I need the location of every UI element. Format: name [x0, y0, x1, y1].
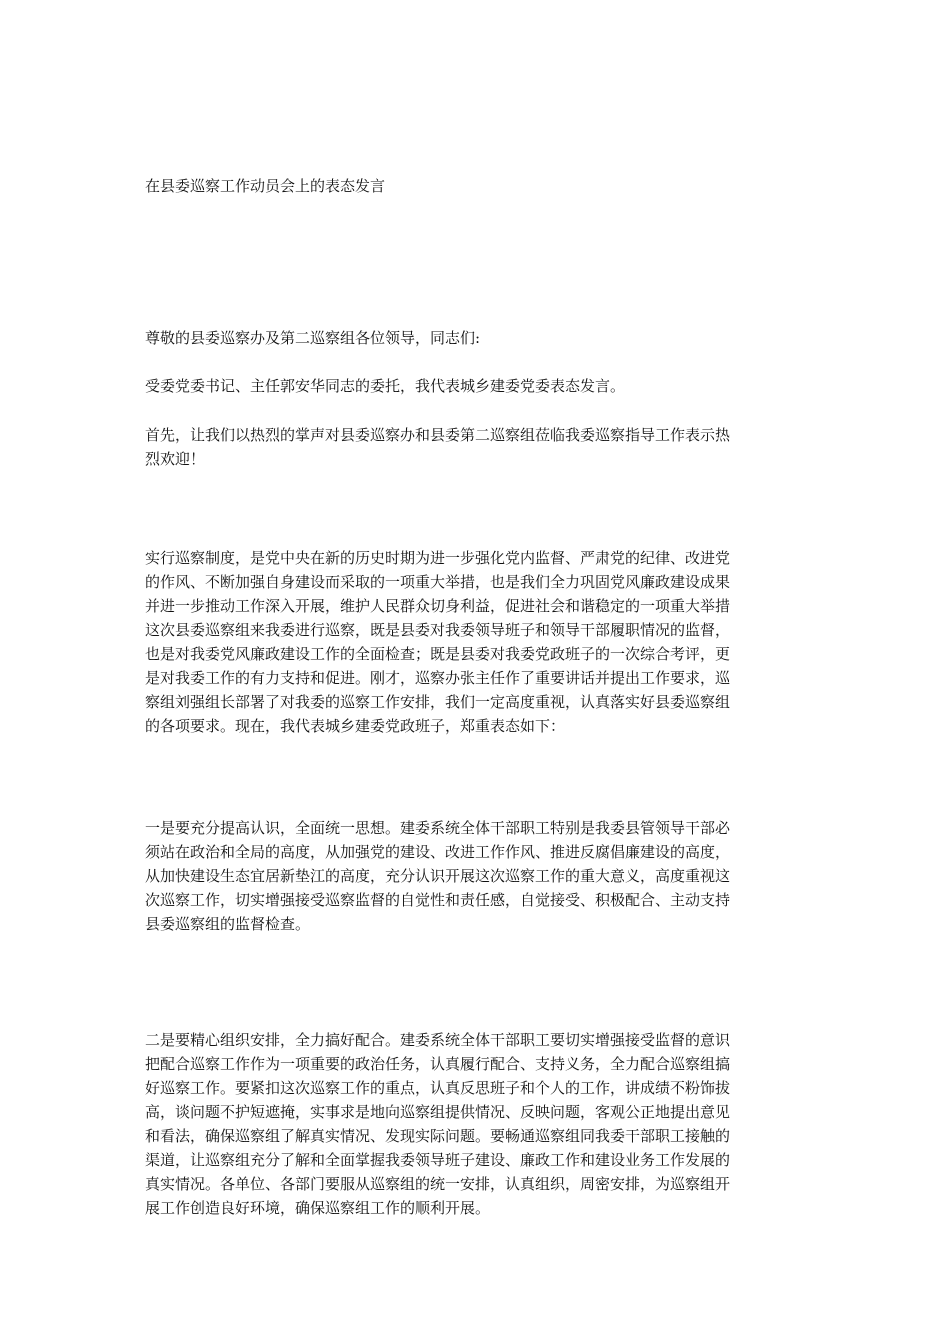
paragraph-line: 这次县委巡察组来我委进行巡察，既是县委对我委领导班子和领导干部履职情况的监督，: [145, 621, 731, 639]
paragraph-line: 县委巡察组的监督检查。: [145, 915, 311, 933]
paragraph-line: 也是对我委党风廉政建设工作的全面检查；既是县委对我委党政班子的一次综合考评，更: [145, 645, 731, 663]
body-paragraph-3: [145, 1028, 811, 1220]
paragraph-line: 次巡察工作，切实增强接受巡察监督的自觉性和责任感，自觉接受、积极配合、主动支持: [145, 891, 731, 909]
paragraph-line: 的各项要求。现在，我代表城乡建委党政班子，郑重表态如下：: [145, 717, 566, 735]
paragraph-line: 二是要精心组织安排，全力搞好配合。建委系统全体干部职工要切实增强接受监督的意识: [145, 1031, 731, 1049]
greeting-paragraph: [145, 326, 811, 350]
paragraph-line: 的作风、不断加强自身建设而采取的一项重大举措，也是我们全力巩固党风廉政建设成果: [145, 573, 731, 591]
intro-text: 受委党委书记、主任郭安华同志的委托，我代表城乡建委党委表态发言。: [145, 377, 626, 395]
intro-paragraph: [145, 374, 811, 398]
paragraph-line: 和看法，确保巡察组了解真实情况、发现实际问题。要畅通巡察组同我委干部职工接触的: [145, 1127, 731, 1145]
body-paragraph-1: [145, 546, 811, 738]
paragraph-line: 真实情况。各单位、各部门要服从巡察组的统一安排，认真组织，周密安排，为巡察组开: [145, 1175, 731, 1193]
paragraph-line: 烈欢迎！: [145, 450, 206, 468]
paragraph-line: 好巡察工作。要紧扣这次巡察工作的重点，认真反思班子和个人的工作，讲成绩不粉饰拔: [145, 1079, 731, 1097]
paragraph-line: 并进一步推动工作深入开展，维护人民群众切身利益，促进社会和谐稳定的一项重大举措: [145, 597, 731, 615]
paragraph-line: 是对我委工作的有力支持和促进。刚才，巡察办张主任作了重要讲话并提出工作要求，巡: [145, 669, 731, 687]
greeting-text: 尊敬的县委巡察办及第二巡察组各位领导，同志们:: [145, 329, 481, 347]
paragraph-line: 渠道，让巡察组充分了解和全面掌握我委领导班子建设、廉政工作和建设业务工作发展的: [145, 1151, 731, 1169]
paragraph-line: 从加快建设生态宜居新垫江的高度，充分认识开展这次巡察工作的重大意义，高度重视这: [145, 867, 731, 885]
paragraph-line: 须站在政治和全局的高度，从加强党的建设、改进工作作风、推进反腐倡廉建设的高度，: [145, 843, 731, 861]
title-text: 在县委巡察工作动员会上的表态发言: [145, 177, 386, 195]
document-title: [145, 174, 811, 198]
welcome-paragraph: [145, 423, 811, 471]
paragraph-line: 高，谈问题不护短遮掩，实事求是地向巡察组提供情况、反映问题，客观公正地提出意见: [145, 1103, 731, 1121]
paragraph-line: 察组刘强组长部署了对我委的巡察工作安排，我们一定高度重视，认真落实好县委巡察组: [145, 693, 731, 711]
paragraph-line: 一是要充分提高认识，全面统一思想。建委系统全体干部职工特别是我委县管领导干部必: [145, 819, 731, 837]
paragraph-line: 实行巡察制度，是党中央在新的历史时期为进一步强化党内监督、严肃党的纪律、改进党: [145, 549, 731, 567]
body-paragraph-2: [145, 816, 811, 936]
paragraph-line: 展工作创造良好环境，确保巡察组工作的顺利开展。: [145, 1199, 491, 1217]
paragraph-line: 把配合巡察工作作为一项重要的政治任务，认真履行配合、支持义务，全力配合巡察组搞: [145, 1055, 731, 1073]
paragraph-line: 首先，让我们以热烈的掌声对县委巡察办和县委第二巡察组莅临我委巡察指导工作表示热: [145, 426, 731, 444]
